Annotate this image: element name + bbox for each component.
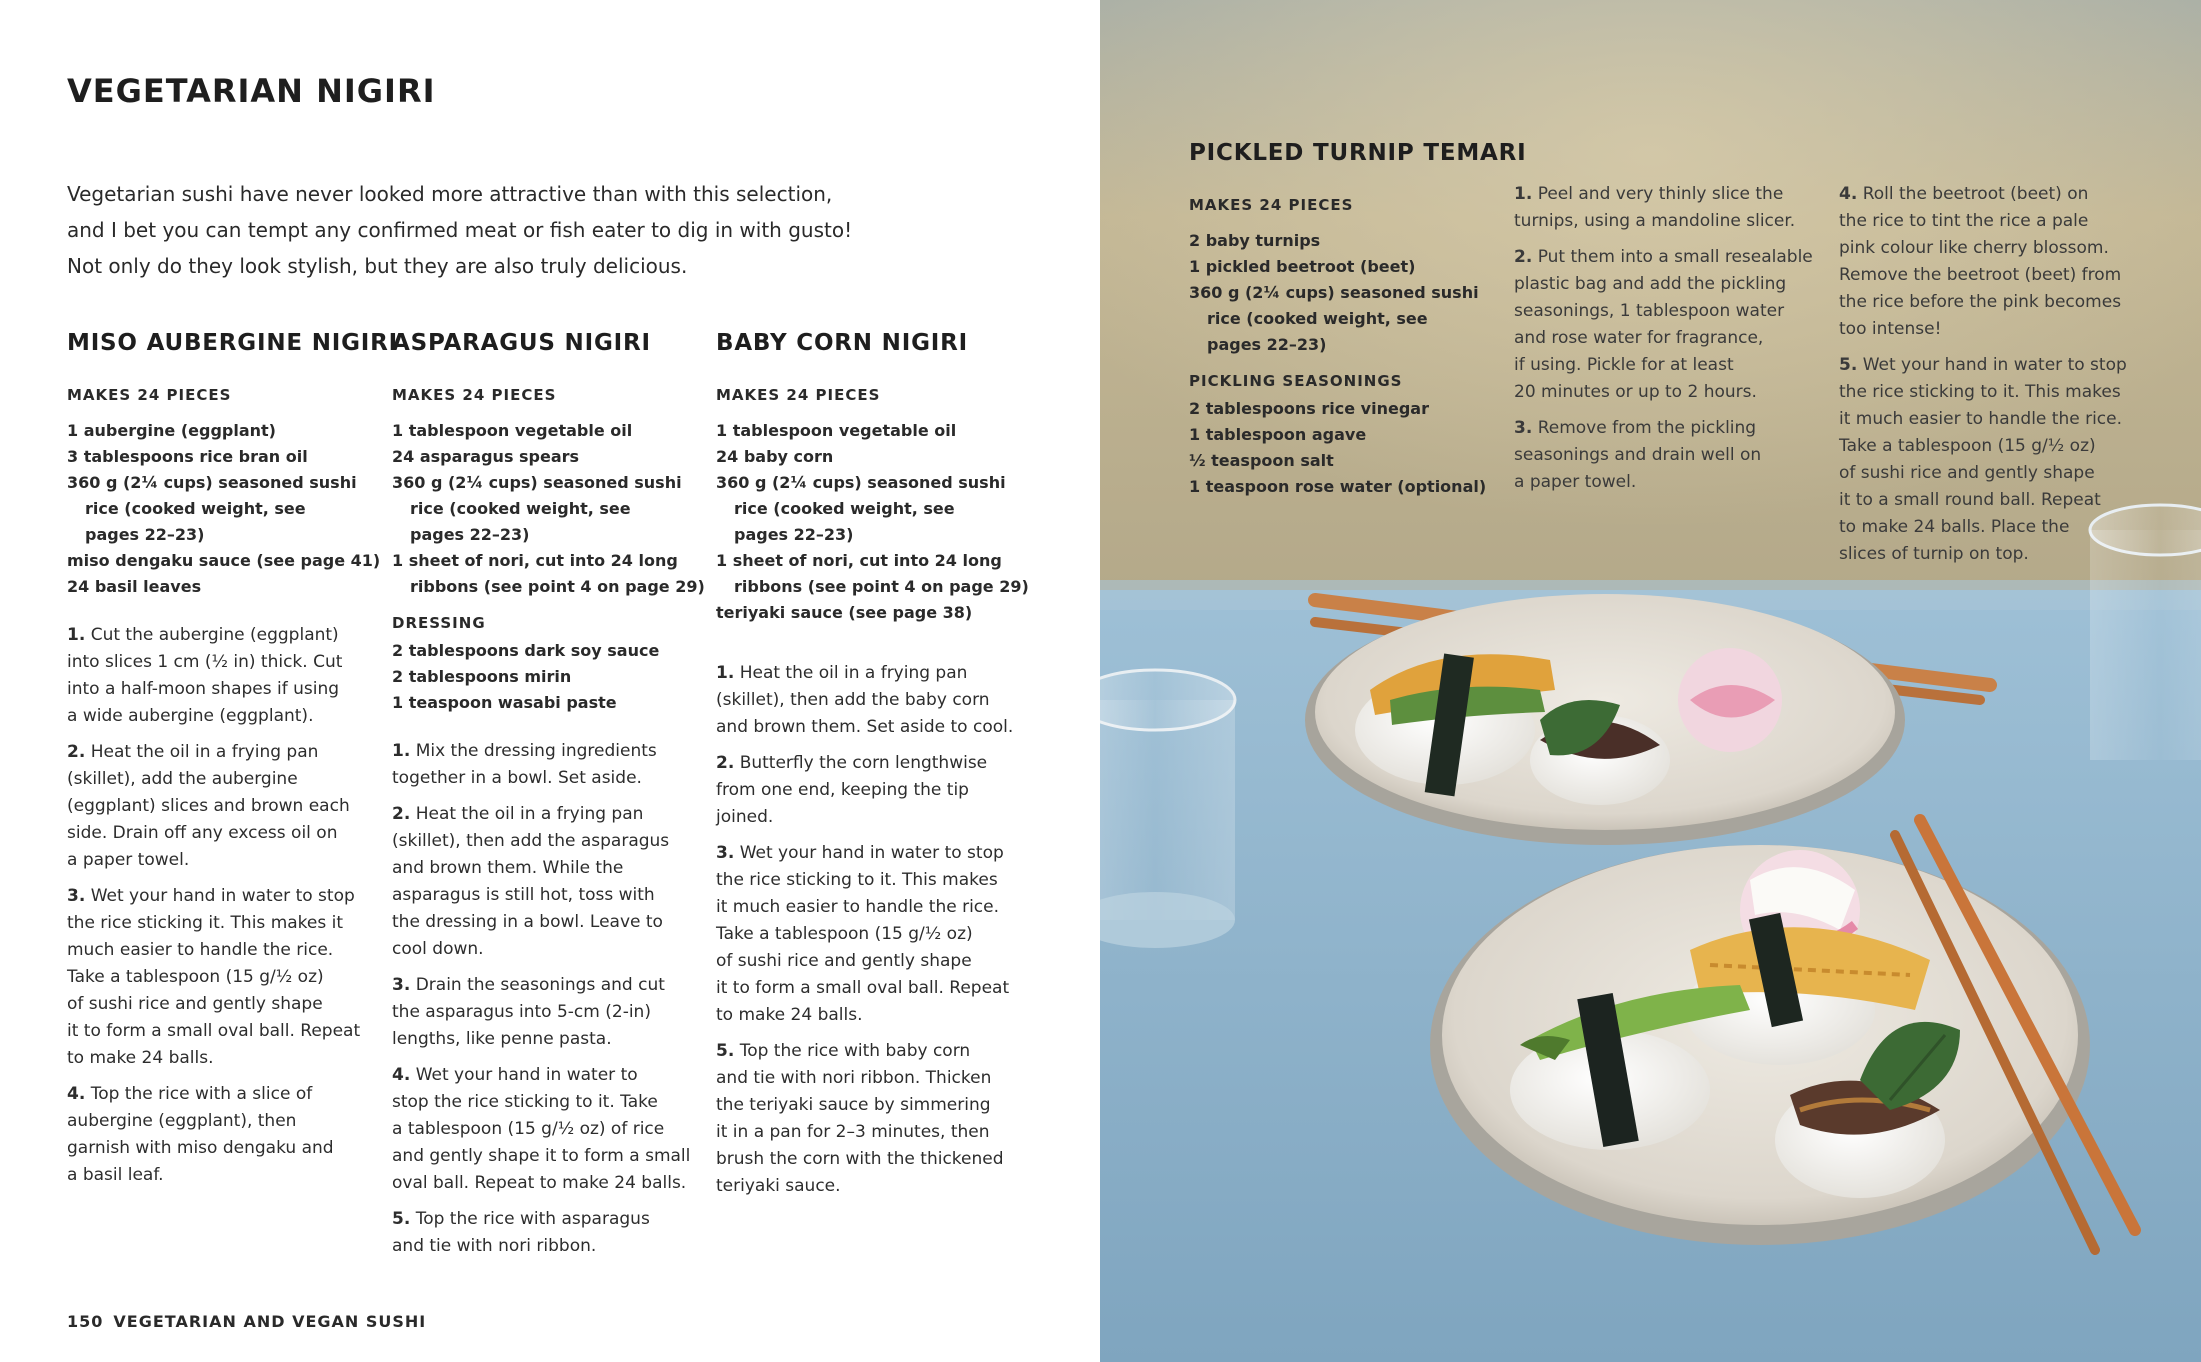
step-text: (skillet), then add the asparagus [392, 831, 670, 851]
ingredient: ½ teaspoon salt [1189, 451, 1334, 470]
step-text: teriyaki sauce. [716, 1176, 841, 1196]
step-text: aubergine (eggplant), then [67, 1111, 297, 1131]
step-text: it in a pan for 2–3 minutes, then [716, 1122, 990, 1142]
step-text: of sushi rice and gently shape [67, 994, 323, 1014]
step-text: Take a tablespoon (15 g/½ oz) [67, 967, 324, 987]
step-number: 3. [67, 886, 86, 906]
ingredient: 24 asparagus spears [392, 447, 580, 466]
step-text: and brown them. While the [392, 858, 624, 878]
ingredient: teriyaki sauce (see page 38) [716, 603, 973, 622]
step-text: and tie with nori ribbon. [392, 1236, 597, 1256]
ingredient: 24 basil leaves [67, 577, 202, 596]
step-text: Wet your hand in water to stop [90, 886, 355, 906]
step-text: a tablespoon (15 g/½ oz) of rice [392, 1119, 665, 1139]
step-number: 2. [67, 742, 86, 762]
step-text: to make 24 balls. Place the [1839, 517, 2070, 537]
ingredient: 360 g (2¼ cups) seasoned sushi [1189, 283, 1479, 302]
method-step [67, 883, 398, 1072]
ingredient: pages 22–23) [85, 525, 205, 544]
ingredient: 2 baby turnips [1189, 231, 1321, 250]
step-text: a paper towel. [67, 850, 190, 870]
ingredient: 2 tablespoons rice vinegar [1189, 399, 1429, 418]
ingredient: 360 g (2¼ cups) seasoned sushi [716, 473, 1006, 492]
ingredient: rice (cooked weight, see [734, 499, 955, 518]
step-text: the rice before the pink becomes [1839, 292, 2122, 312]
step-number: 2. [392, 804, 411, 824]
step-number: 2. [1514, 247, 1533, 267]
step-text: Take a tablespoon (15 g/½ oz) [716, 924, 973, 944]
step-text: it to form a small oval ball. Repeat [716, 978, 1010, 998]
seasonings-heading: PICKLING SEASONINGS [1189, 372, 1403, 390]
step-text: cool down. [392, 939, 484, 959]
method-step [1514, 415, 1813, 496]
step-text: (eggplant) slices and brown each [67, 796, 350, 816]
step-text: into a half-moon shapes if using [67, 679, 340, 699]
ingredient: 1 pickled beetroot (beet) [1189, 257, 1416, 276]
ingredient: 2 tablespoons mirin [392, 667, 572, 686]
method-step [392, 1062, 705, 1197]
ingredient: pages 22–23) [410, 525, 530, 544]
temari-steps-column-1 [1514, 181, 1813, 505]
method-step [67, 622, 398, 730]
step-text: Remove the beetroot (beet) from [1839, 265, 2122, 285]
step-number: 1. [392, 741, 411, 761]
step-number: 5. [716, 1041, 735, 1061]
ingredient: 360 g (2¼ cups) seasoned sushi [67, 473, 357, 492]
recipe-miso-aubergine [67, 330, 398, 1198]
step-text: Wet your hand in water to stop [1862, 355, 2127, 375]
step-text: Put them into a small resealable [1537, 247, 1813, 267]
step-text: Top the rice with a slice of [90, 1084, 313, 1104]
step-text: plastic bag and add the pickling [1514, 274, 1787, 294]
recipe-baby-corn [716, 330, 1029, 1209]
recipe-title: PICKLED TURNIP TEMARI [1189, 140, 1527, 166]
step-text: Peel and very thinly slice the [1537, 184, 1784, 204]
step-number: 4. [392, 1065, 411, 1085]
step-text: lengths, like penne pasta. [392, 1029, 612, 1049]
recipe-yield: MAKES 24 PIECES [716, 386, 881, 404]
method-step [716, 1038, 1029, 1200]
recipe-yield: MAKES 24 PIECES [1189, 196, 1354, 214]
ingredient-list [67, 418, 398, 600]
method-step [67, 739, 398, 874]
step-text: side. Drain off any excess oil on [67, 823, 338, 843]
recipe-pickled-turnip-temari [1189, 140, 1527, 500]
step-text: seasonings, 1 tablespoon water [1514, 301, 1785, 321]
method-step [392, 801, 705, 963]
ingredient: 24 baby corn [716, 447, 834, 466]
step-text: Top the rice with asparagus [415, 1209, 650, 1229]
step-text: the asparagus into 5-cm (2-in) [392, 1002, 651, 1022]
ingredient: 3 tablespoons rice bran oil [67, 447, 308, 466]
step-text: if using. Pickle for at least [1514, 355, 1734, 375]
method-steps [392, 738, 705, 1260]
step-text: Wet your hand in water to stop [739, 843, 1004, 863]
method-step [716, 840, 1029, 1029]
method-steps [67, 622, 398, 1189]
page-footer [67, 1312, 426, 1331]
step-text: slices of turnip on top. [1839, 544, 2029, 564]
dressing-heading: DRESSING [392, 614, 486, 632]
step-number: 1. [716, 663, 735, 683]
step-text: Heat the oil in a frying pan [90, 742, 319, 762]
ingredient: miso dengaku sauce (see page 41) [67, 551, 381, 570]
step-text: Heat the oil in a frying pan [415, 804, 644, 824]
step-text: it much easier to handle the rice. [716, 897, 999, 917]
step-number: 1. [67, 625, 86, 645]
recipe-yield: MAKES 24 PIECES [392, 386, 557, 404]
ingredient: 1 aubergine (eggplant) [67, 421, 276, 440]
step-number: 5. [1839, 355, 1858, 375]
left-page [0, 0, 1100, 1362]
step-text: the rice sticking to it. This makes [1839, 382, 2121, 402]
step-text: to make 24 balls. [67, 1048, 214, 1068]
food-photograph [1100, 0, 2201, 1362]
method-step [392, 738, 705, 792]
step-text: Top the rice with baby corn [739, 1041, 971, 1061]
ingredient: rice (cooked weight, see [410, 499, 631, 518]
step-text: 20 minutes or up to 2 hours. [1514, 382, 1757, 402]
dressing-list [392, 638, 705, 716]
step-number: 3. [392, 975, 411, 995]
ingredient: ribbons (see point 4 on page 29) [734, 577, 1029, 596]
step-text: it to a small round ball. Repeat [1839, 490, 2101, 510]
step-number: 5. [392, 1209, 411, 1229]
temari-steps-column-2 [1839, 181, 2127, 577]
method-steps [716, 660, 1029, 1200]
method-step [1839, 181, 2127, 343]
intro-line: Not only do they look stylish, but they are also truly delicious. [67, 254, 688, 278]
ingredient: 1 teaspoon rose water (optional) [1189, 477, 1487, 496]
step-text: the rice sticking it. This makes it [67, 913, 344, 933]
ingredient: 1 sheet of nori, cut into 24 long [392, 551, 678, 570]
method-step [1514, 244, 1813, 406]
recipe-asparagus [392, 330, 705, 1269]
step-number: 2. [716, 753, 735, 773]
ingredient: pages 22–23) [1207, 335, 1327, 354]
method-step [1514, 181, 1813, 235]
step-text: the dressing in a bowl. Leave to [392, 912, 663, 932]
step-text: together in a bowl. Set aside. [392, 768, 642, 788]
step-text: too intense! [1839, 319, 1942, 339]
step-text: Heat the oil in a frying pan [739, 663, 968, 683]
step-text: seasonings and drain well on [1514, 445, 1762, 465]
ingredient: rice (cooked weight, see [1207, 309, 1428, 328]
ingredient-list [1189, 228, 1527, 358]
intro-line: Vegetarian sushi have never looked more attractive than with this selection, [67, 182, 833, 206]
ingredient-list [392, 418, 705, 600]
ingredient: 1 sheet of nori, cut into 24 long [716, 551, 1002, 570]
ingredient: 360 g (2¼ cups) seasoned sushi [392, 473, 682, 492]
step-text: a basil leaf. [67, 1165, 164, 1185]
method-step [392, 1206, 705, 1260]
step-text: (skillet), add the aubergine [67, 769, 298, 789]
step-text: Cut the aubergine (eggplant) [90, 625, 339, 645]
step-text: of sushi rice and gently shape [716, 951, 972, 971]
step-text: asparagus is still hot, toss with [392, 885, 655, 905]
page-number: 150 [67, 1312, 104, 1331]
step-number: 3. [716, 843, 735, 863]
step-text: and rose water for fragrance, [1514, 328, 1764, 348]
intro-paragraph [67, 176, 867, 284]
step-text: the teriyaki sauce by simmering [716, 1095, 991, 1115]
step-text: much easier to handle the rice. [67, 940, 334, 960]
recipe-title: ASPARAGUS NIGIRI [392, 330, 651, 356]
ingredient-list [716, 418, 1029, 626]
ingredient: 1 tablespoon agave [1189, 425, 1367, 444]
step-text: Wet your hand in water to [415, 1065, 638, 1085]
method-step [67, 1081, 398, 1189]
step-text: it to form a small oval ball. Repeat [67, 1021, 361, 1041]
step-text: stop the rice sticking to it. Take [392, 1092, 658, 1112]
step-text: and tie with nori ribbon. Thicken [716, 1068, 992, 1088]
step-text: turnips, using a mandoline slicer. [1514, 211, 1796, 231]
ingredient: 2 tablespoons dark soy sauce [392, 641, 660, 660]
method-step [716, 750, 1029, 831]
ingredient: pages 22–23) [734, 525, 854, 544]
step-text: a wide aubergine (eggplant). [67, 706, 314, 726]
step-text: the rice to tint the rice a pale [1839, 211, 2089, 231]
ingredient: rice (cooked weight, see [85, 499, 306, 518]
step-number: 4. [67, 1084, 86, 1104]
step-text: Take a tablespoon (15 g/½ oz) [1839, 436, 2096, 456]
step-text: garnish with miso dengaku and [67, 1138, 334, 1158]
step-text: of sushi rice and gently shape [1839, 463, 2095, 483]
step-text: it much easier to handle the rice. [1839, 409, 2122, 429]
step-text: brush the corn with the thickened [716, 1149, 1004, 1169]
ingredient: 1 teaspoon wasabi paste [392, 693, 617, 712]
method-step [392, 972, 705, 1053]
step-text: (skillet), then add the baby corn [716, 690, 990, 710]
method-step [1839, 352, 2127, 568]
ingredient: 1 tablespoon vegetable oil [392, 421, 633, 440]
intro-line: and I bet you can tempt any confirmed meat or fish eater to dig in with gusto! [67, 218, 853, 242]
recipe-yield: MAKES 24 PIECES [67, 386, 232, 404]
recipe-title: MISO AUBERGINE NIGIRI [67, 330, 399, 356]
page-title: VEGETARIAN NIGIRI [67, 72, 436, 110]
step-text: from one end, keeping the tip [716, 780, 969, 800]
step-text: Mix the dressing ingredients [415, 741, 657, 761]
step-text: Drain the seasonings and cut [415, 975, 665, 995]
seasonings-list [1189, 396, 1527, 500]
step-text: into slices 1 cm (½ in) thick. Cut [67, 652, 343, 672]
step-text: the rice sticking to it. This makes [716, 870, 998, 890]
step-text: Remove from the pickling [1537, 418, 1757, 438]
recipe-title: BABY CORN NIGIRI [716, 330, 968, 356]
step-text: to make 24 balls. [716, 1005, 863, 1025]
step-text: oval ball. Repeat to make 24 balls. [392, 1173, 687, 1193]
step-text: Butterfly the corn lengthwise [739, 753, 988, 773]
step-text: and gently shape it to form a small [392, 1146, 691, 1166]
step-number: 3. [1514, 418, 1533, 438]
step-number: 1. [1514, 184, 1533, 204]
step-text: joined. [716, 807, 774, 827]
step-text: and brown them. Set aside to cool. [716, 717, 1014, 737]
step-text: Roll the beetroot (beet) on [1862, 184, 2089, 204]
method-step [716, 660, 1029, 741]
step-text: pink colour like cherry blossom. [1839, 238, 2109, 258]
ingredient: 1 tablespoon vegetable oil [716, 421, 957, 440]
ingredient: ribbons (see point 4 on page 29) [410, 577, 705, 596]
step-number: 4. [1839, 184, 1858, 204]
step-text: a paper towel. [1514, 472, 1637, 492]
section-name: VEGETARIAN AND VEGAN SUSHI [113, 1312, 427, 1331]
